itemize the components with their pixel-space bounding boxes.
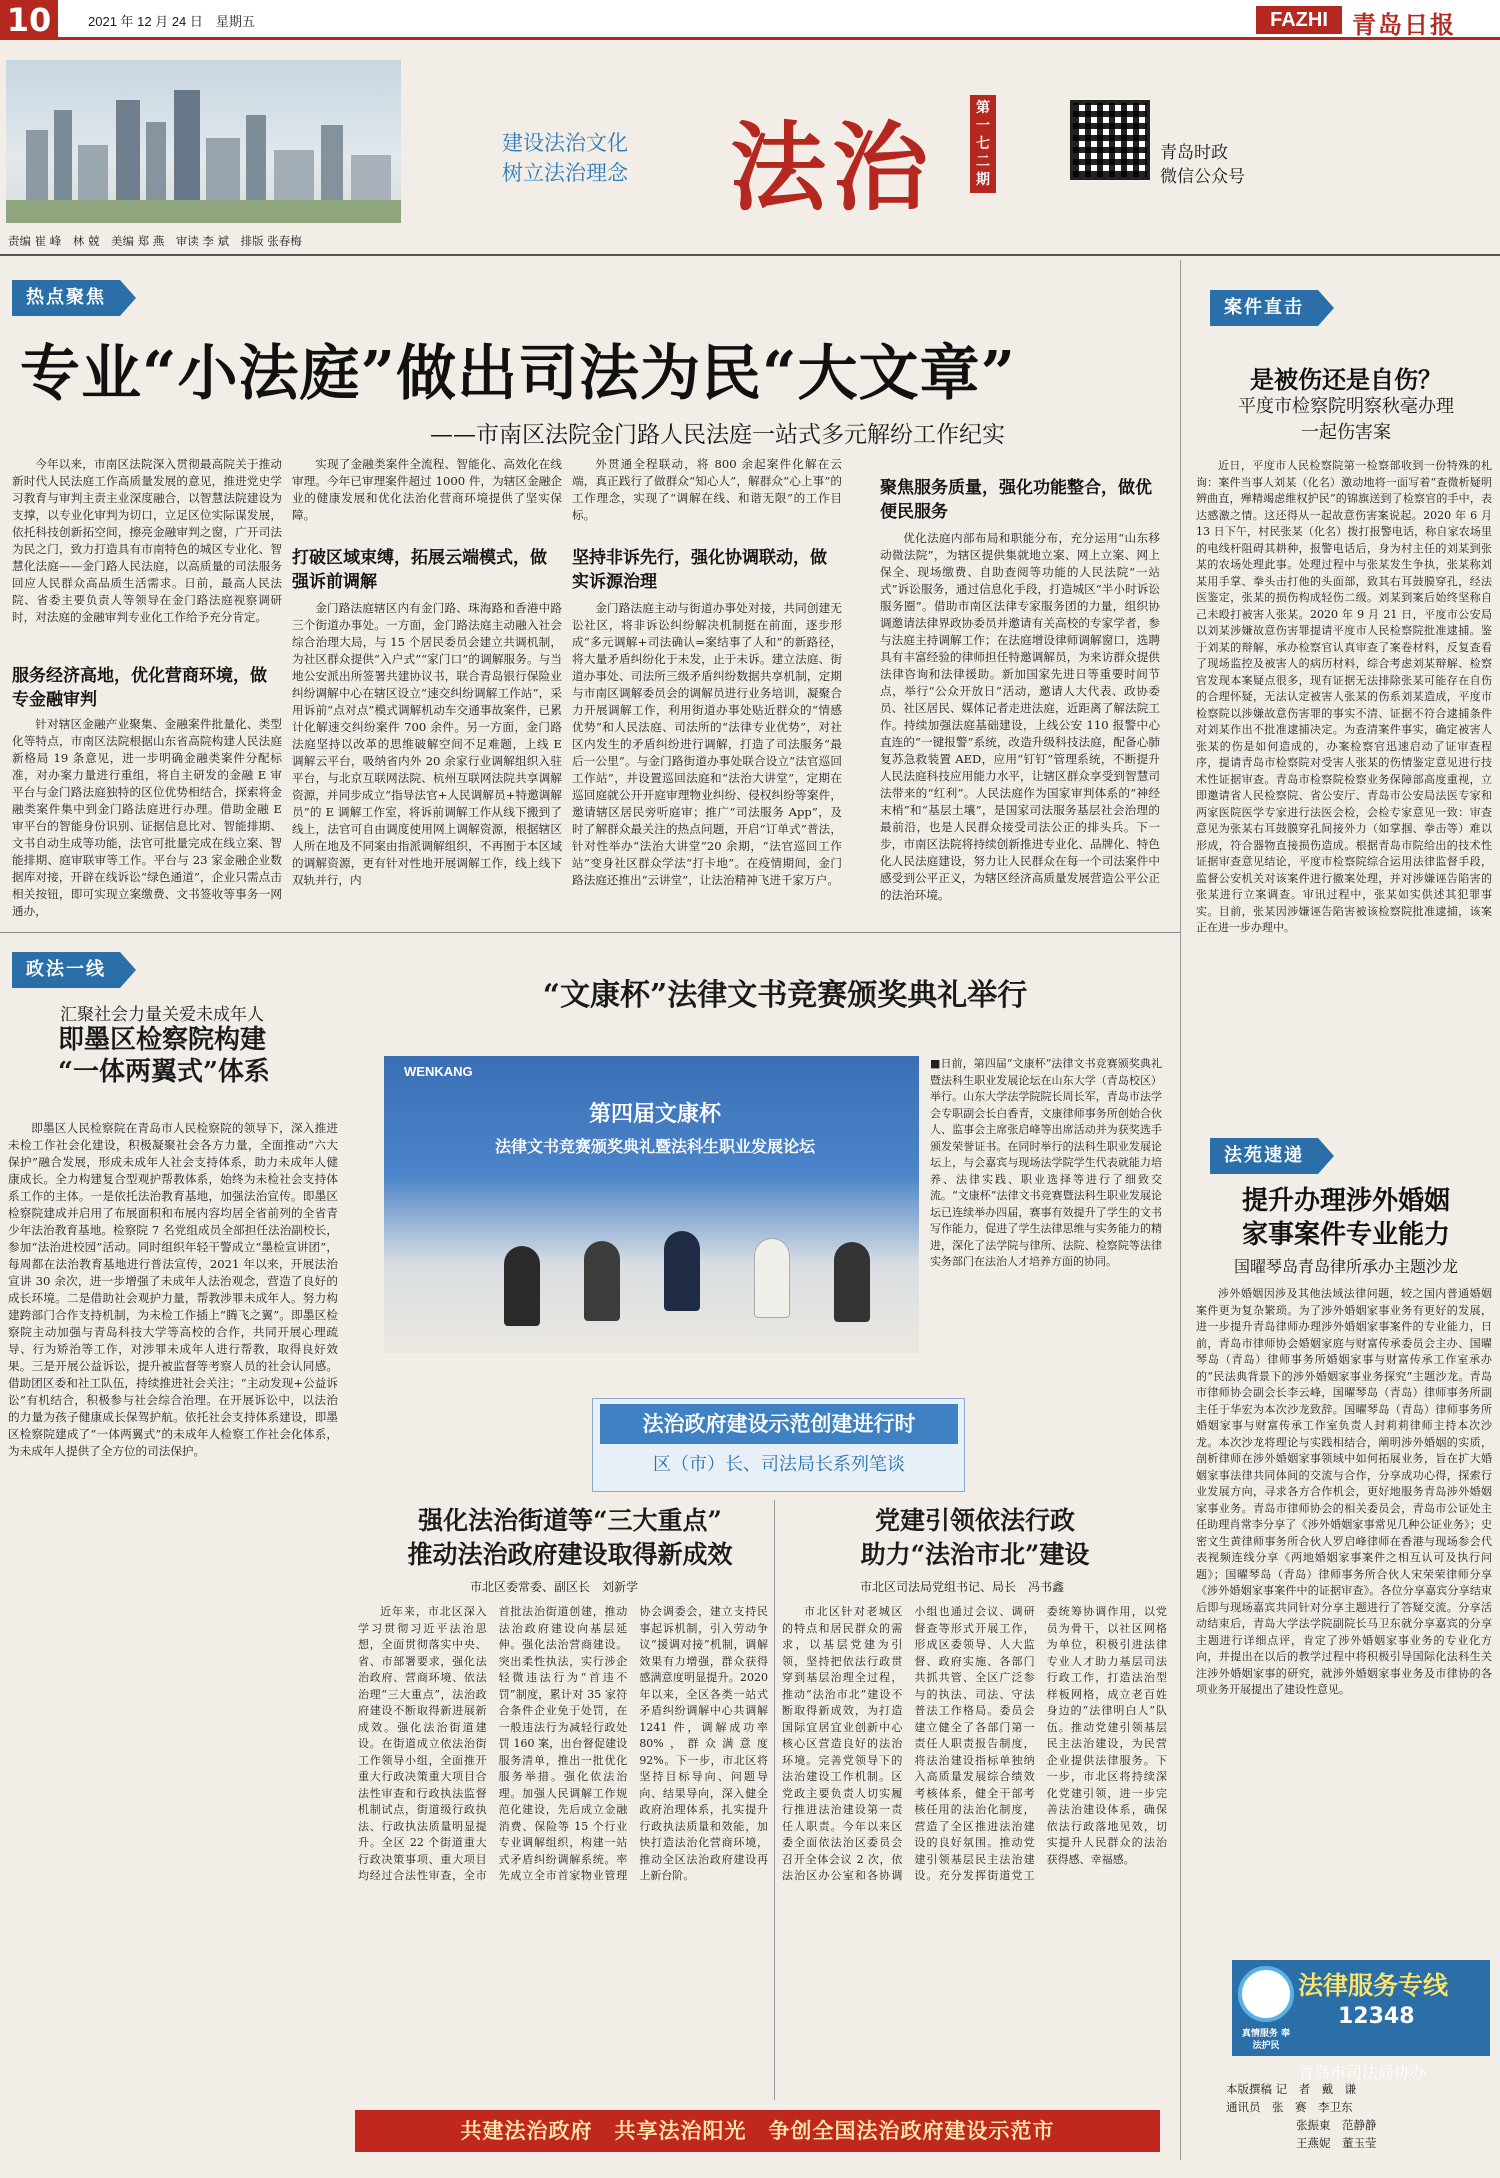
- lead-col-4: [880, 530, 1160, 920]
- express-title: [1196, 1184, 1496, 1252]
- case-subtitle: [1196, 394, 1496, 446]
- case-subtitle-1: 平度市检察院明察秋毫办理: [1238, 396, 1454, 417]
- footer-slogan: 共建法治政府 共享法治阳光 争创全国法治政府建设示范市: [355, 2110, 1160, 2152]
- left-title-line-2: “一体两翼式”体系: [58, 1057, 270, 1087]
- hotline-badge-text: 真情服务 奉法护民: [1241, 2029, 1291, 2051]
- lead-text-1b: 针对辖区金融产业聚集、金融案件批量化、类型化等特点，市南区法院根据山东省高院构建人民法庭新格局 19 条意见，进一步明确金融类案件分配标准，对办案力量进行重组，将自主研发的金融 E 审平台与金门路法庭独特的区位优势相结合，探索将金融类案件集中到金门路法庭进行办理。借助金融 E 审平台的智能身份识别、证据信息比对、智能排期、文书自动生成等功能，法官可批量完成在线立案、智能排期、庭审联审等工作。平台与 23 家金融企业数据库对接，开辟在线诉讼“绿色通道”，企业只需点击相关按钮，即可实现立案缴费、文书签收等事务一网通办，: [12, 717, 282, 918]
- campaign-subtitle: 区（市）长、司法局长系列笔谈: [653, 1454, 905, 1475]
- credits: [1226, 2080, 1496, 2152]
- lead-text-2a: 实现了金融类案件全流程、智能化、高效化在线审理。今年已审理案件超过 1000 件，为辖区金融企业的健康发展和优化法治化营商环境提供了坚实保障。: [292, 457, 562, 522]
- slogan: [502, 128, 628, 188]
- left-body-text: 即墨区人民检察院在青岛市人民检察院的领导下，深入推进未检工作社会化建设，积极凝聚社会各方力量，全面推动“六大保护”融合发展，形成未成年人社会支持体系，助力未成年人健康成长。全力构建复合型观护帮教体系，始终为未检社会支持体系工作的主体。一是依托法治教育基地，加强法治宣传。即墨区检察院建成并启用了布展面积和布展内容均居全省前列的全省青少年法治教育基地。检察院 7 名党组成员全部担任法治副校长，参加“法治进校园”活动。同时组织年轻干警成立“墨检宣讲团”，每周都在法治教育基地进行普法宣传，2021 年以来，开展法治宣讲 30 余次，进一步增强了未成年人法治观念，营造了良好的成长环境。二是借助社会观护力量，帮教涉罪未成年人。努力构建跨部门合作支持机制，为未检工作插上“腾飞之翼”。即墨区检察院主动加强与青岛科技大学等高校的合作，共同开展心理疏导、行为矫治等工作，对涉罪未成年人进行帮教，取得良好效果。三是开展公益诉讼，提升被监督等考察人员的社会认同感。借助团区委和社工队伍，持续推进社会关注；“主动发现+公益诉讼”有机结合，积极参与社会综合治理。在开展诉讼中，以法治的力量为孩子健康成长保驾护航。依托社会支持体系建设，即墨区检察院建成了“一体两翼式”的未成年人检察工作社会化体系，为未成年人提供了全方位的司法保护。: [8, 1121, 338, 1458]
- left-kicker: 汇聚社会力量关爱未成年人: [60, 1005, 264, 1025]
- express-body: [1196, 1286, 1492, 1950]
- campaign-title: 法治政府建设示范创建进行时: [600, 1404, 958, 1444]
- article-b-text: 市北区针对老城区的特点和居民群众的需求，以基层党建为引领，坚持把依法行政贯穿到基层治理全过程，推动“法治市北”建设不断取得新成效，为打造国际宜居宜业创新中心核心区营造良好的法治环境。完善党领导下的法治建设工作机制。区党政主要负责人切实履行推进法治建设第一责任人职责。今年以来区委全面依法治区委员会召开全体会议 2 次，依法治区办公室和各协调小组也通过会议、调研督查等形式开展工作，形成区委领导、人大监督、政府实施、各部门共抓共管、全区广泛参与的执法、司法、守法普法工作格局。委员会建立健全了各部门第一责任人职责报告制度，将法治建设指标单独纳入高质量发展综合绩效考核体系，健全干部考核任用的法治化制度，营造了全区推进法治建设的良好氛围。推动党建引领基层民主法治建设。充分发挥街道党工委统筹协调作用，以党员为骨干，以社区网格为单位，积极引进法律专业人才助力基层司法行政工作，打造法治型样板网格，成立老百姓身边的“法律明白人”队伍。推动党建引领基层民主法治建设，为民营企业提供法律服务。下一步，市北区将持续深化党建引领，进一步完善法治建设体系，确保依法行政落地见效，切实提升人民群众的法治获得感、幸福感。: [782, 1605, 1167, 1882]
- lead-subhead-c: 坚持非诉先行，强化协调联动，做实诉源治理: [572, 548, 827, 592]
- paper-name: 青岛日报: [1352, 10, 1456, 39]
- label-hot: 热点聚焦: [12, 280, 120, 316]
- case-title: 是被伤还是自伤？: [1250, 365, 1442, 394]
- lead-subhead-b: 打破区域束缚，拓展云端模式，做强诉前调解: [292, 548, 547, 592]
- label-case: 案件直击: [1210, 290, 1318, 326]
- express-subtitle: 国曜琴岛青岛律所承办主题沙龙: [1233, 1257, 1458, 1276]
- qr-code: [1070, 100, 1150, 180]
- express-title-2: 家事案件专业能力: [1241, 1220, 1450, 1250]
- photo-banner-line-1: 第四届文康杯: [588, 1102, 721, 1127]
- qr-caption: [1160, 141, 1245, 189]
- lead-text-1: 今年以来，市南区法院深入贯彻最高院关于推动新时代人民法庭工作高质量发展的意见，推进党史学习教育与审判主责主业深度融合，以智慧法院建设为支撑，以专业化审判为切口，立足区位实际谋发展，依托科技创新拓空间，擦亮金融审判之窗，广开司法为民之门，致力打造具有市南特色的城区专业化、智慧化法庭——金门路人民法庭，以高质量的司法服务回应人民群众高品质生活需求。日前，最高人民法院、省委主要负责人等领导在金门路法庭视察调研时，对法庭的金融审判专业化工作给予充分肯定。: [12, 457, 282, 624]
- article-a-title: [370, 1504, 770, 1572]
- article-b-title: [780, 1504, 1170, 1572]
- lead-subhead-a: 服务经济高地，优化营商环境，做专金融审判: [12, 666, 267, 710]
- case-body: [1196, 458, 1492, 1098]
- hotline-title: 法律服务专线: [1298, 1971, 1449, 2000]
- credits-line-4: 王燕妮 董玉莹: [1296, 2136, 1377, 2150]
- express-title-1: 提升办理涉外婚姻: [1241, 1186, 1450, 1216]
- center-divider: [774, 1500, 775, 2100]
- article-a-byline: 市北区委常委、副区长 刘新学: [470, 1580, 639, 1594]
- lead-col-2b: [292, 600, 562, 920]
- hotline-number: 12348: [1338, 2004, 1415, 2029]
- qr-caption-line-1: 青岛时政: [1160, 143, 1228, 163]
- photo-caption-text: ■日前，第四届“文康杯”法律文书竞赛颁奖典礼暨法科生职业发展论坛在山东大学（青岛校区）举行。山东大学法学院院长周长军，青岛市法学会专职副会长白香青，文康律师事务所创始合伙人、监事会主席张启峰等出席活动并为获奖选手颁发荣誉证书。在同时举行的法科生职业发展论坛上，与会嘉宾与现场法学院学生代表就能力培养、法律实践、职业选择等进行了细致交流。“文康杯”法律文书竞赛暨法科生职业发展论坛已连续举办四届，赛事有效提升了学生的文书写作能力，促进了学生法律思维与实务能力的精进，深化了法学院与律所、法院、检察院等法律实务部门在法治人才培养方面的协同。: [930, 1057, 1162, 1268]
- lead-text-3a: 外贯通全程联动，将 800 余起案件化解在云端，真正践行了做群众“知心人”，解群众“心上事”的工作理念，实现了“调解在线、和谐无限”的工作目标。: [572, 457, 842, 522]
- hotline-org: 青岛市司法局协办: [1298, 2063, 1427, 2082]
- photo-banner: [440, 1095, 870, 1159]
- lead-text-3b: 金门路法庭主动与街道办事处对接，共同创建无讼社区，将非诉讼纠纷解决机制挺在前面，逐步形成“多元调解+司法确认=案结事了人和”的新路径，将大量矛盾纠纷化于未发，止于未诉。建立法庭、街道办事处、司法所三级矛盾纠纷数据共享机制，定期与市南区调解委员会的调解员进行业务培训，凝聚合力开展调解工作，利用街道办事处贴近群众的“情感优势”和人民法庭、司法所的“法律专业优势”，对社区内发生的矛盾纠纷进行调解，打造了司法服务“最后一公里”。与金门路街道办事处联合设立“法官巡回工作站”，并设置巡回法庭和“法治大讲堂”，定期在巡回庭就公开开庭审理物业纠纷、侵权纠纷等案件，邀请辖区居民旁听庭审；推广“司法服务 App”，及时了解群众最关注的热点问题，开启“订单式”普法，针对性举办“法治大讲堂”20 余期，“法官巡回工作站”变身社区群众学法“打卡地”。在疫情期间，金门路法庭还推出“云讲堂”，让法治精神飞进千家万户。: [572, 601, 842, 887]
- article-b-body: [782, 1604, 1167, 2092]
- photo-logo: WENKANG: [404, 1064, 473, 1079]
- masthead: 法治: [730, 111, 934, 224]
- lead-subhead-d: 聚焦服务质量，强化功能整合，做优便民服务: [880, 478, 1152, 522]
- credits-line-3: 张振東 范静静: [1296, 2118, 1377, 2132]
- page-number: 10: [0, 0, 58, 40]
- city-skyline-image: [6, 60, 401, 223]
- slogan-line-1: 建设法治文化: [502, 131, 628, 155]
- lead-col-3b: [572, 600, 842, 920]
- article-b-byline: 市北区司法局党组书记、局长 冯书鑫: [860, 1580, 1065, 1594]
- lead-bottom-rule: [0, 932, 1180, 933]
- article-a-title-2: 推动法治政府建设取得新成效: [407, 1540, 733, 1569]
- slogan-line-2: 树立法治理念: [502, 161, 628, 185]
- qr-caption-line-2: 微信公众号: [1160, 167, 1245, 187]
- photo-caption: [930, 1056, 1162, 1356]
- article-b-title-2: 助力“法治市北”建设: [860, 1540, 1090, 1569]
- section-tag: FAZHI: [1256, 6, 1342, 34]
- lead-text-4: 优化法庭内部布局和职能分布，充分运用“山东移动微法院”，为辖区提供集就地立案、网上立案、网上保全、现场缴费、自助查阅等功能的人民法院“一站式”诉讼服务，通过信息化手段，打造城区“半小时诉讼服务圈”。借助市南区法律专家服务团的力量，组织协调邀请法律界政协委员并邀请有关高校的专家学者，参与法庭主持调解工作；在法庭增设律师调解窗口，选聘具有丰富经验的律师担任特邀调解员，为来访群众提供法律咨询和法律援助。新加国家先进日等重要时间节点，举行“公众开放日”活动，邀请人大代表、政协委员、社区居民、媒体记者走进法庭，近距离了解法院工作。持续加强法庭基础建设，上线公安 110 报警中心直连的“一键报警”系统，改造升级科技法庭，配备心肺复苏急救装置 AED，应用“钉钉”管理系统，不断提升人民法庭科技应用能力水平，让辖区群众享受到智慧司法带来的“红利”。人民法庭作为国家审判体系的“神经末梢”和“基层土壤”，是国家司法服务基层社会治理的最前沿，也是人民群众接受司法公正的排头兵。下一步，市南区法院将持续创新推进专业化、品牌化、特色化人民法庭建设，努力让人民群众在每一个司法案件中感受到公平正义，为辖区经济高质量发展营造公平公正的法治环境。: [880, 531, 1160, 902]
- credits-line-2: 通讯员 张 赛 李卫东: [1226, 2100, 1353, 2114]
- express-body-text: 涉外婚姻因涉及其他法域法律问题，较之国内普通婚姻案件更为复杂繁琐。为了涉外婚姻家事业务有更好的发展，进一步提升青岛律师办理涉外婚姻家事案件的专业能力，日前，青岛市律师协会婚姻家庭与财富传承委员会主办、国曜琴岛（青岛）律师事务所婚姻家事与财富传承工作室承办的“民法典背景下的涉外婚姻家事业务探究”主题沙龙。青岛市律师协会副会长李云峰，国曜琴岛（青岛）律师事务所副主任于华宏为本次沙龙致辞。国曜琴岛（青岛）律师事务所婚姻家事与财富传承工作室负责人封莉莉律师主持本次沙龙。本次沙龙将理论与实践相结合，阐明涉外婚姻的实质，剖析律师在涉外婚姻家事领域中如何拓展业务，旨在扩大婚姻家事法律共同体间的交流与合作，分享成功心得，探索行业发展方向，寻求各方合作机会，更好地服务青岛涉外婚姻家事业务。青岛市律师协会的相关委员会，青岛市公证处主任助理肖常李分享了《涉外婚姻家事常见几种公证业务》；史密文生黄律师事务所合伙人罗启峰律师在香港与现场参会代表视频连线分享《两地婚姻家事案件之相互认可及执行问题》；国曜琴岛（青岛）律师事务所合伙人宋荣荣律师分享《涉外婚姻家事案件中的证据审查》。各位分享嘉宾分享结束后即与现场嘉宾共同针对分享主题进行了答疑交流。分享活动结束后，青岛大学法学院副院长马卫东就分享嘉宾的分享主题进行详细点评，肯定了涉外婚姻家事业务的专业化方向，并提出在以后的教学过程中将积极引导国际化法科生关注涉外婚姻家事的研究，就涉外婚姻家事业务及市律协的各项业务开展提出了建设性意见。: [1196, 1287, 1492, 1696]
- lead-headline: 专业“小法庭”做出司法为民“大文章”: [20, 339, 1017, 409]
- lead-col-2: [292, 456, 562, 542]
- justice-badge-icon: [1238, 1966, 1294, 2022]
- case-body-text: 近日，平度市人民检察院第一检察部收到一份特殊的札询：案件当事人刘某（化名）激动地将一面写着“查微析疑明辨曲直，殚精竭虑维权护民”的锦旗送到了检察官的手中，表达感激之情。这还得从一起故意伤害案说起。2020 年 6 月 13 日下午，村民张某（化名）拨打报警电话，称自家农场里的电线杆阻碍其耕种，报警电话后，身为村主任的刘某到张某的农场处理此事。处理过程中与张某发生争执，张某称刘某用手掌、拳头击打他的头面部，致其右耳鼓膜穿孔，经法医鉴定，张某的损伤构成轻伤二级。刘某到案后始终坚称自己未殴打被害人张某。2020 年 9 月 21 日，平度市公安局以刘某涉嫌故意伤害罪提请平度市人民检察院批准逮捕。鉴于刘某的辩解，承办检察官认真审查了案卷材料，反复查看了现场监控及被害人的病历材料，综合考虑刘某辩解、检察官发现本案疑点很多，现有证据无法排除张某可能存在自伤的合理怀疑，无法认定被害人张某的伤系刘某造成，平度市检察院以涉嫌故意伤害罪的事实不清、证据不符合逮捕条件对刘某作出不批准逮捕决定。为查清案件事实，确定被害人张某的伤是如何造成的，办案检察官迅速启动了证审查程序，提请青岛市检察院对受害人张某的伤情鉴定意见进行技术性证据审查。青岛市检察院检察业务保障部高度重视，立即邀请省人民检察院、省公安厅、青岛市公安局法医专家和两家医院医学专家进行法医会检，会检专家意见一致：审查意见为张某右耳鼓膜穿孔间接外力（如掌掴、拳击等）难以形成，符合器物直接损伤造成。根据青岛市院给出的技术性证据审查意见结论，平度市检察院综合运用法律监督手段，监督公安机关对该案件进行撤案处理，并对涉嫌诬告陷害的张某进行立案调查。审讯过程中，张某如实供述其犯罪事实。目前，张某因涉嫌诬告陷害被该检察院批准逮捕，该案正在进一步办理中。: [1196, 459, 1492, 934]
- lead-col-1: [12, 456, 282, 656]
- case-subtitle-2: 一起伤害案: [1301, 422, 1391, 443]
- article-b-title-1: 党建引领依法行政: [874, 1506, 1075, 1535]
- right-divider: [1180, 260, 1181, 2160]
- lead-col-3: [572, 456, 842, 526]
- article-a-title-1: 强化法治街道等“三大重点”: [418, 1506, 722, 1535]
- left-title: [58, 1024, 270, 1088]
- lead-col-1b: [12, 716, 282, 920]
- issue-number: 第一七二期: [970, 95, 996, 193]
- award-title: “文康杯”法律文书竞赛颁奖典礼举行: [542, 978, 1028, 1013]
- lead-text-2b: 金门路法庭辖区内有金门路、珠海路和香港中路三个街道办事处。一方面，金门路法庭主动融入社会综合治理大局，与 15 个居民委员会建立共调机制，为社区群众提供“入户式”“家门口”的调解服务。与当地公安派出所签署共建协议书，联合青岛银行保险业纠纷调解中心在辖区设立“速交纠纷调解工作站”，采用诉前“点对点”模式调解机动车交通事故案件，已累计化解速交纠纷案件 700 余件。另一方面，金门路法庭坚持以改革的思维破解空间不足难题，上线 E 调解云平台，吸纳省内外 20 余家行业调解组织入驻平台，与北京互联网法院、杭州互联网法院共享调解资源，并同步成立“指导法官+人民调解员+特邀调解员”的 E 调解工作室，将诉前调解工作从线下搬到了线上，法官可自由调度使用网上调解资源，根据辖区人所在地及不同案由指派调解组织，不再囿于本区域的调解资源，更有针对性地开展调解工作，线上线下双轨并行，内: [292, 601, 562, 887]
- issue-date: 2021 年 12 月 24 日 星期五: [88, 14, 255, 29]
- editors-line: 责编 崔 峰 林 兢 美编 郑 燕 审读 李 斌 排版 张春梅: [8, 234, 302, 248]
- photo-banner-line-2: 法律文书竞赛颁奖典礼暨法科生职业发展论坛: [494, 1137, 815, 1156]
- label-express: 法苑速递: [1210, 1138, 1318, 1174]
- label-politics: 政法一线: [12, 952, 120, 988]
- lead-subtitle: ——市南区法院金门路人民法庭一站式多元解纷工作纪实: [430, 422, 1005, 448]
- header-rule: [0, 254, 1500, 256]
- credits-line-1: 本版撰稿 记 者 戴 谦: [1226, 2082, 1357, 2096]
- left-title-line-1: 即墨区检察院构建: [58, 1025, 267, 1055]
- left-body: [8, 1120, 338, 2100]
- article-a-body: [358, 1604, 768, 2092]
- article-a-text: 近年来，市北区深入学习贯彻习近平法治思想，全面贯彻落实中央、省、市部署要求，强化法治政府、营商环境、依法治理“三大重点”，法治政府建设不断取得新进展新成效。强化法治街道建设。在街道成立依法治街工作领导小组，全面推开重大行政决策重大项目合法性审查和行政执法监督机制试点，街道级行政执法、行政执法质量明显提升。全区 22 个街道重大行政决策事项、重大项目均经过合法性审查，全市首批法治街道创建，推动法治政府建设向基层延伸。强化法治营商建设。突出柔性执法，实行涉企轻微违法行为“首违不罚”制度，累计对 35 家符合条件企业免于处罚，在一般违法行为减轻行政处罚 160 案，出台督促建设服务清单，推出一批优化服务举措。强化依法治理。加强人民调解工作规范化建设，先后成立金融消费、保险等 15 个行业专业调解组织，构建一站式矛盾纠纷调解系统。率先成立全市首家物业管理协会调委会，建立支持民事起诉机制，引入劳动争议“援调对接”机制，调解效果有力增强，群众获得感满意度明显提升。2020 年以来，全区各类一站式矛盾纠纷调解中心共调解 1241 件，调解成功率 80%，群众满意度 92%。下一步，市北区将坚持目标导向、问题导向、结果导向，深入健全政府治理体系，扎实提升行政执法质量和效能，加快打造法治化营商环境，推动全区法治政府建设再上新台阶。: [358, 1605, 768, 1882]
